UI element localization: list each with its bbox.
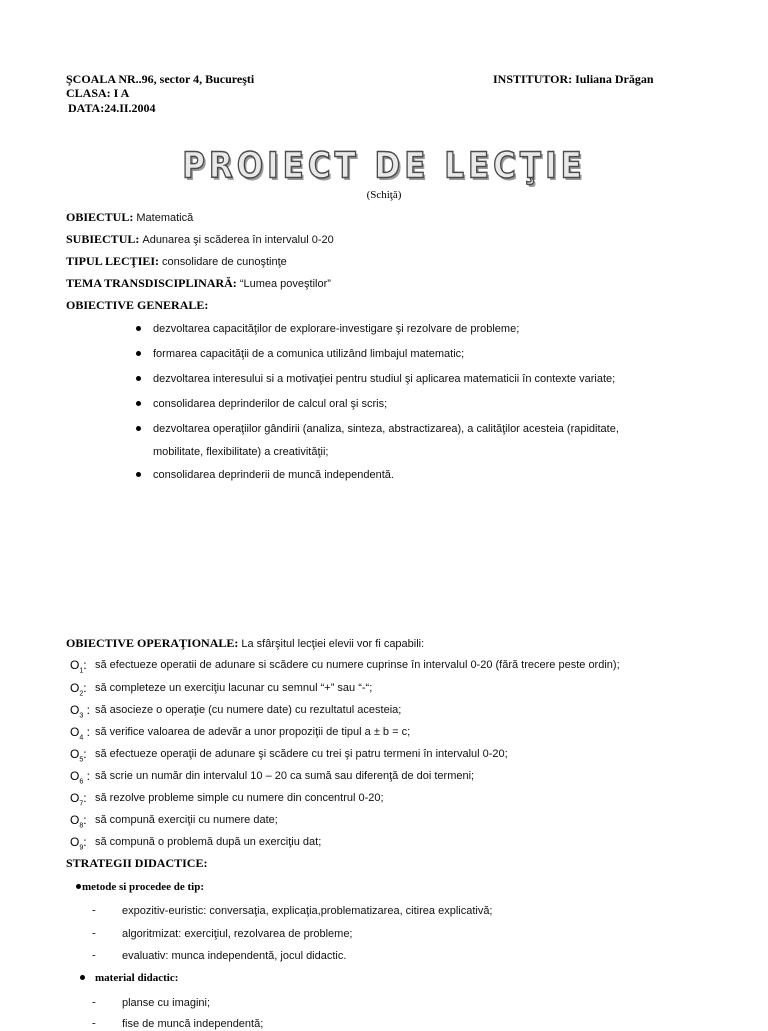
objective-text: să efectueze operaţii de adunare şi scădere cu trei şi patru termeni în intervalul 0-20; — [95, 748, 508, 760]
list-item: evaluativ: munca independentă, jocul didactic. — [122, 950, 347, 962]
obiective-generale-heading — [66, 298, 208, 313]
bullet-icon — [136, 426, 141, 431]
objective-label: $O_7$: — [70, 791, 87, 808]
field-label: TIPUL LECŢIEI: — [66, 254, 160, 268]
field-label: TEMA TRANSDISCIPLINARĂ: — [66, 276, 237, 290]
objective-text: să verifice valoarea de adevăr a unor propoziţii de tipul a ± b = c; — [95, 726, 411, 738]
list-item: fise de muncă independentă; — [122, 1018, 264, 1030]
field-value: Adunarea şi scăderea în intervalul 0-20 — [142, 234, 334, 246]
field-value: “Lumea poveştilor” — [239, 278, 331, 290]
objective-label: $O_9$: — [70, 835, 87, 852]
objective-label: $O_5$: — [70, 747, 87, 764]
list-item: consolidarea deprinderilor de calcul oral şi scris; — [153, 398, 388, 410]
bullet-icon — [136, 326, 141, 331]
header-school: ŞCOALA NR..96, sector 4, Bucureşti — [66, 72, 255, 86]
list-item: planse cu imagini; — [122, 997, 211, 1009]
page-subtitle: (Schiţă) — [366, 189, 402, 201]
dash-icon: - — [92, 904, 96, 916]
obiective-operationale-heading — [66, 636, 424, 652]
list-item: consolidarea deprinderii de muncă independentă. — [153, 469, 394, 481]
objective-label: $O_3$ : — [70, 703, 90, 720]
bullet-icon — [76, 884, 81, 889]
metode-heading: metode si procedee de tip: — [82, 881, 204, 893]
objective-text: să asocieze o operaţie (cu numere date) cu rezultatul acesteia; — [95, 704, 402, 716]
objective-label: $O_4$ : — [70, 725, 90, 742]
field-tipul-lectiei — [66, 254, 287, 270]
objective-label: $O_2$: — [70, 681, 87, 698]
list-item: dezvoltarea interesului si a motivaţiei pentru studiul şi aplicarea matematicii în contexte variate; — [153, 373, 616, 385]
field-obiectul — [66, 210, 193, 226]
material-heading: material didactic: — [95, 972, 179, 984]
objective-text: să scrie un număr din intervalul 10 – 20 ca sumă sau diferenţă de doi termeni; — [95, 770, 475, 782]
list-item: dezvoltarea capacităţilor de explorare-investigare şi rezolvare de probleme; — [153, 323, 520, 335]
list-item: expozitiv-euristic: conversaţia, explicaţia,problematizarea, citirea explicativă; — [122, 905, 493, 917]
field-tema — [66, 276, 331, 292]
objective-label: $O_8$: — [70, 813, 87, 830]
list-item: formarea capacităţii de a comunica utilizând limbajul matematic; — [153, 348, 465, 360]
section-heading: OBIECTIVE OPERAŢIONALE: — [66, 636, 239, 650]
header-clasa: CLASA: I A — [66, 86, 130, 100]
bullet-icon — [136, 401, 141, 406]
field-label: OBIECTUL: — [66, 210, 134, 224]
strategii-heading — [66, 856, 207, 871]
page-title: PROIECT DE LECŢIE — [182, 145, 586, 187]
dash-icon: - — [92, 927, 96, 939]
bullet-icon — [136, 351, 141, 356]
objective-text: să compună exerciţii cu numere date; — [95, 814, 278, 826]
bullet-icon — [136, 376, 141, 381]
field-value: consolidare de cunoştinţe — [162, 256, 287, 268]
header-data: DATA:24.II.2004 — [68, 101, 156, 115]
section-heading: OBIECTIVE GENERALE: — [66, 298, 209, 312]
objective-text: să completeze un exerciţiu lacunar cu semnul “+” sau “-“; — [95, 682, 373, 694]
dash-icon: - — [92, 949, 96, 961]
objective-label: $O_6$ : — [70, 769, 90, 786]
header-institutor: INSTITUTOR: Iuliana Drăgan — [493, 72, 654, 86]
bullet-icon — [80, 975, 85, 980]
section-intro: La sfârşitul lecţiei elevii vor fi capabili: — [241, 638, 425, 650]
field-value: Matematică — [136, 212, 194, 224]
objective-text: să rezolve probleme simple cu numere din concentrul 0-20; — [95, 792, 384, 804]
list-item-continuation: mobilitate, flexibilitate) a creativităţii; — [153, 446, 329, 458]
field-label: SUBIECTUL: — [66, 232, 140, 246]
list-item: algoritmizat: exerciţiul, rezolvarea de probleme; — [122, 928, 353, 940]
objective-text: să compună o problemă după un exerciţiu dat; — [95, 836, 322, 848]
list-item: dezvoltarea operaţiilor gândirii (analiza, sinteza, abstractizarea), a calităţilor acesteia (rapiditate, — [153, 423, 619, 435]
dash-icon: - — [92, 1017, 96, 1029]
section-heading: STRATEGII DIDACTICE: — [66, 856, 208, 870]
objective-label: $O_1$: — [70, 658, 87, 675]
bullet-icon — [136, 472, 141, 477]
field-subiectul — [66, 232, 334, 248]
dash-icon: - — [92, 996, 96, 1008]
objective-text: să efectueze operatii de adunare si scădere cu numere cuprinse în intervalul 0-20 (fără trecere peste ordin); — [95, 659, 620, 671]
